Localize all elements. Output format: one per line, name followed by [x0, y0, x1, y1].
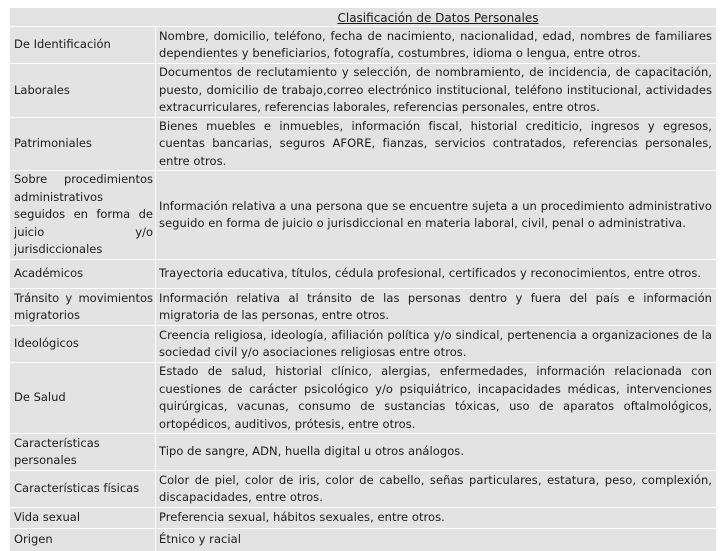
table-row	[10, 325, 716, 362]
table-title: Clasificación de Datos Personales	[337, 11, 539, 25]
category-cell: Origen	[10, 529, 156, 551]
table-row	[10, 507, 716, 528]
table-row	[10, 288, 716, 325]
description-cell: Color de piel, color de iris, color de cabello, señas particulares, estatura, peso, complexión, discapacidades, entre otros.	[159, 472, 712, 504]
description-cell: Información relativa al tránsito de las personas dentro y fuera del país e información migratoria de las personas, entre otros.	[159, 290, 712, 322]
table-row	[10, 362, 716, 433]
table-row	[10, 433, 716, 470]
description-cell: Nombre, domicilio, teléfono, fecha de nacimiento, nacionalidad, edad, nombres de familiares dependientes y beneficiarios, fotografía, costumbres, idioma o lengua, entre otros.	[159, 28, 712, 60]
table-row	[10, 470, 716, 507]
category-cell: Laborales	[10, 64, 156, 117]
table-row	[10, 170, 716, 259]
category-cell: De Identificación	[10, 27, 156, 63]
category-cell: Ideológicos	[10, 326, 156, 362]
category-cell: Sobre procedimientos administrativos seguidos en forma de juicio y/o jurisdiccionales	[10, 171, 156, 259]
category-cell: Características personales	[10, 434, 156, 470]
description-cell: Creencia religiosa, ideología, afiliación política y/o sindical, pertenencia a organizaciones de la sociedad civil y/o asociaciones religiosas entre otros.	[159, 327, 712, 359]
description-cell: Tipo de sangre, ADN, huella digital u otros análogos.	[159, 444, 465, 459]
description-cell: Información relativa a una persona que se encuentre sujeta a un procedimiento administrativo seguido en forma de juicio o jurisdiccional en materia laboral, civil, penal o administrativa.	[159, 198, 712, 230]
description-cell: Trayectoria educativa, títulos, cédula profesional, certificados y reconocimientos, entre otros.	[159, 266, 702, 281]
table-row	[10, 259, 716, 288]
category-cell: Tránsito y movimientos migratorios	[10, 289, 156, 325]
table-row	[10, 63, 716, 117]
table-row	[10, 117, 716, 170]
description-cell: Bienes muebles e inmuebles, información fiscal, historial crediticio, ingresos y egresos, cuentas bancarias, seguros AFORE, fianzas, servicios contratados, referencias personales, entre otros.	[159, 118, 712, 168]
category-cell: Características físicas	[10, 471, 156, 507]
category-cell: Vida sexual	[10, 508, 156, 528]
description-cell: Documentos de reclutamiento y selección, de nombramiento, de incidencia, de capacitación, puesto, domicilio de trabajo,correo electrónico institucional, teléfono institucional, actividades extracurriculares, referencias laborales, referencias personales, entre otros.	[159, 65, 712, 115]
category-cell: Académicos	[10, 260, 156, 288]
description-cell: Estado de salud, historial clínico, alergias, enfermedades, información relacionada con cuestiones de carácter psicológico y/o psiquiátrico, incapacidades médicas, intervenciones quirúrgicas, vacunas, consumo de sustancias tóxicas, uso de aparatos oftalmológicos, ortopédicos, auditivos, prótesis, entre otros.	[159, 364, 712, 431]
category-cell: De Salud	[10, 363, 156, 433]
description-cell: Preferencia sexual, hábitos sexuales, entre otros.	[159, 510, 445, 525]
description-cell: Étnico y racial	[159, 532, 242, 547]
personal-data-table	[10, 8, 716, 551]
table-row	[10, 26, 716, 63]
category-cell: Patrimoniales	[10, 118, 156, 170]
